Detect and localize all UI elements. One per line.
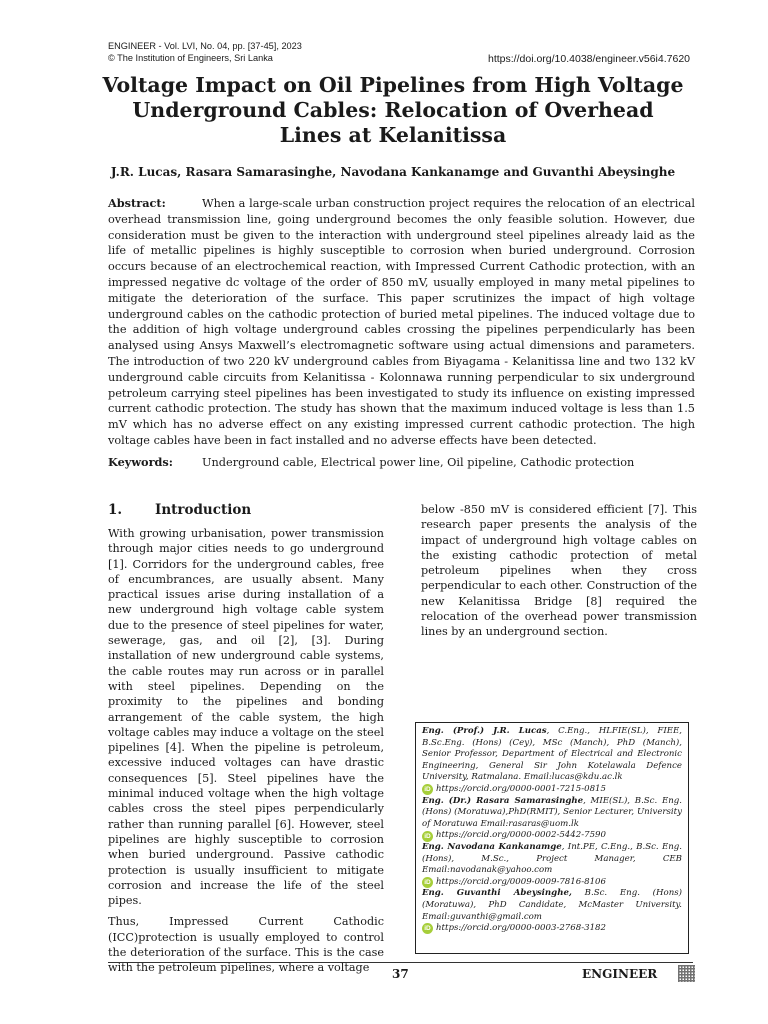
footer-journal-name: ENGINEER: [582, 967, 658, 981]
section-heading: [108, 502, 251, 518]
qr-code-icon: [678, 965, 695, 982]
orcid-icon: iD: [422, 831, 433, 842]
page-number: 37: [392, 967, 409, 981]
right-column: [421, 502, 697, 640]
author-list: J.R. Lucas, Rasara Samarasinghe, Navodana Kankanamge and Guvanthi Abeysinghe: [110, 165, 676, 179]
orcid-icon: iD: [422, 784, 433, 795]
intro-paragraph-3: below -850 mV is considered efficient [7]. This research paper presents the analysis of the impact of underground high voltage cables on the existing cathodic protection of metal petroleum pipelines when they cross perpendicular to each other. Construction of the new Kelanitissa Bridge [8] required the relocation of the overhead power transmission lines by an underground section.: [421, 503, 697, 639]
intro-paragraph-1: With growing urbanisation, power transmission through major cities needs to go underground [1]. Corridors for the underground cables, free of encumbrances, are usually absent. Many practical issues arise during installation of a new underground high voltage cable system due to the presence of steel pipelines for water, sewerage, gas, and oil [2], [3]. During installation of new underground cable systems, the cable routes may run across or in parallel with steel pipelines. Depending on the proximity to the pipelines and bonding arrangement of the cable system, the high voltage cables may induce a voltage on the steel pipelines [4]. When the pipeline is petroleum, excessive induced voltages can have drastic consequences [5]. Steel pipelines have the minimal induced voltage when the high voltage cables cross the steel pipes perpendicularly rather than running parallel [6]. However, steel pipelines are highly susceptible to corrosion when buried underground. Passive cathodic protection is usually insufficient to mitigate corrosion and increase the life of the steel pipes.: [108, 527, 384, 908]
journal-header: [108, 40, 302, 64]
orcid-link[interactable]: https://orcid.org/0000-0003-2768-3182: [436, 923, 606, 934]
doi-link[interactable]: https://doi.org/10.4038/engineer.v56i4.7620: [488, 53, 690, 65]
keywords-text: Underground cable, Electrical power line, Oil pipeline, Cathodic protection: [202, 456, 635, 469]
bio-entry: [422, 842, 682, 877]
bio-name: Eng. (Prof.) J.R. Lucas: [422, 726, 547, 736]
intro-paragraph-2: Thus, Impressed Current Cathodic (ICC)protection is usually employed to control the deterioration of the surface. This is the case with the petroleum pipelines, where a voltage: [108, 915, 384, 975]
orcid-link[interactable]: https://orcid.org/0000-0002-5442-7590: [436, 830, 606, 841]
section-number: 1.: [108, 502, 123, 518]
orcid-link[interactable]: https://orcid.org/0009-0009-7816-8106: [436, 876, 606, 887]
keywords: [108, 455, 634, 469]
abstract: [108, 196, 695, 449]
left-column: [108, 526, 384, 982]
bio-details: , C.Eng., HLFIE(SL), FIEE, B.Sc.Eng. (Hons) (Cey), MSc (Manch), PhD (Manch), Senior Professor, Department of Electrical and Electronic Engineering, General Sir John Kotelawala Defence University, Ratmalana. Email:lucas@kdu.ac.lk: [422, 726, 683, 783]
abstract-label: Abstract:: [108, 196, 166, 210]
orcid-row: [422, 877, 682, 889]
orcid-icon: iD: [422, 877, 433, 888]
publisher-line: © The Institution of Engineers, Sri Lanka: [108, 53, 273, 63]
bio-name: Eng. (Dr.) Rasara Samarasinghe: [422, 795, 584, 806]
footer-divider: [108, 962, 693, 963]
bio-entry: [422, 888, 682, 923]
abstract-text: When a large-scale urban construction project requires the relocation of an electrical overhead transmission line, going underground becomes the only feasible solution. However, due consideration must be given to the interaction with underground steel pipelines already laid as the life of metallic pipelines is highly susceptible to corrosion when buried underground. Corrosion occurs because of an electrochemical reaction, with Impressed Current Cathodic protection, with an impressed negative dc voltage of the order of 850 mV, usually employed in many metal pipelines to mitigate the deterioration of the surface. This paper scrutinizes the impact of high voltage underground cables on the cathodic protection of buried metal pipelines. The induced voltage due to the addition of high voltage underground cables crossing the pipelines perpendicularly has been analysed using Ansys Maxwell’s electromagnetic software using actual dimensions and parameters. The introduction of two 220 kV underground cables from Biyagama - Kelanitissa line and two 132 kV underground cable circuits from Kelanitissa - Kolonnawa running perpendicular to six underground petroleum carrying steel pipelines has been investigated to study its influence on existing impressed current cathodic protection. The study has shown that the maximum induced voltage is less than 1.5 mV which has no adverse effect on any existing impressed current cathodic protection. The high voltage cables have been in fact installed and no adverse effects have been detected.: [108, 197, 695, 447]
orcid-row: [422, 784, 682, 796]
bio-details: , Int.PE, C.Eng., B.Sc. Eng. (Hons), M.Sc., Project Manager, CEB Email:navodanak@yahoo.com: [422, 841, 682, 876]
orcid-row: [422, 830, 682, 842]
orcid-link[interactable]: https://orcid.org/0000-0001-7215-0815: [436, 783, 606, 794]
bio-name: Eng. Navodana Kankanamge: [422, 841, 562, 852]
bio-details: B.Sc. Eng. (Hons) (Moratuwa), PhD Candidate, McMaster University. Email:guvanthi@gmail.com: [422, 888, 682, 922]
author-bio-box: [415, 722, 689, 954]
orcid-icon: iD: [422, 923, 433, 934]
orcid-row: [422, 923, 682, 935]
journal-line: ENGINEER - Vol. LVI, No. 04, pp. [37-45], 2023: [108, 41, 302, 51]
bio-name: Eng. Guvanthi Abeysinghe,: [422, 888, 572, 899]
paper-title: Voltage Impact on Oil Pipelines from High Voltage Underground Cables: Relocation of Overhead Lines at Kelanitissa: [102, 73, 684, 147]
bio-entry: [422, 726, 682, 784]
section-title: Introduction: [155, 502, 252, 518]
keywords-label: Keywords:: [108, 455, 173, 469]
bio-entry: [422, 796, 682, 831]
bio-details: , MIE(SL), B.Sc. Eng. (Hons) (Moratuwa),PhD(RMIT), Senior Lecturer, University of Moratuwa Email:rasaras@uom.lk: [422, 795, 682, 829]
